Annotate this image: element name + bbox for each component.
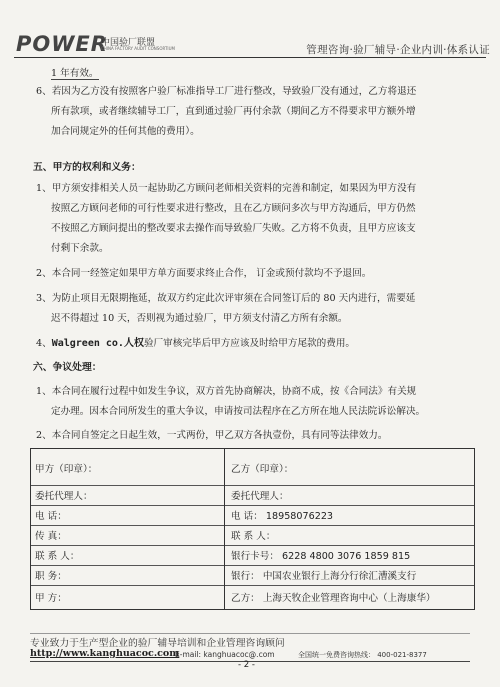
paragraph-line: 加合同规定外的任何其他的费用）。	[51, 126, 200, 137]
table-row	[31, 505, 474, 525]
table-row	[31, 449, 474, 484]
party-a-agent-label: 委托代理人：	[35, 491, 93, 502]
logo-chinese-name: 中国验厂联盟	[101, 38, 156, 48]
paragraph-line: 2、本合同一经签定如果甲方单方面要求终止合作， 订金或预付款均不予退回。	[36, 268, 372, 279]
footer-email: E-mail: kanghuacoc@.com	[175, 650, 275, 659]
header-tagline: 管理咨询·验厂辅导·企业内训·体系认证	[306, 44, 490, 56]
table-row	[31, 565, 474, 585]
footer-slogan: 专业致力于生产型企业的验厂辅导培训和企业管理咨询顾问	[30, 638, 285, 649]
table-row	[31, 525, 474, 545]
signature-table	[30, 448, 475, 610]
party-a-phone-label: 电 话：	[35, 511, 67, 522]
paragraph-line: 1 年有效。	[51, 68, 99, 79]
party-a-fax-label: 传 真：	[35, 531, 67, 542]
company-logo: POWER	[16, 32, 108, 56]
party-a-contact-label: 联 系 人：	[35, 551, 80, 562]
header-divider	[14, 57, 486, 58]
table-row	[31, 545, 474, 565]
paragraph-line: 6、若因为乙方没有按照客户验厂标准指导工厂进行整改，导致验厂没有通过，乙方将退还	[36, 86, 417, 97]
party-b-name: 乙方： 上海天牧企业管理咨询中心（上海康华）	[231, 593, 436, 604]
paragraph-line: 1、甲方须安排相关人员一起协助乙方顾问老师相关资料的完善和制定，如果因为甲方没有	[36, 183, 417, 194]
party-a-name-label: 甲 方：	[35, 593, 67, 604]
footer-top-rule	[30, 633, 470, 634]
paragraph-text: 验厂审核完毕后甲方应该及时给甲方尾款的费用。	[143, 338, 356, 349]
paragraph-line: 所有款项，或者继续辅导工厂，直到通过验厂再付余款（期间乙方不得要求甲方额外增	[51, 106, 416, 117]
party-b-bank-card: 银行卡号： 6228 4800 3076 1859 815	[231, 551, 411, 562]
paragraph-line: 按照乙方顾问老师的可行性要求进行整改，且在乙方顾问多次与甲方沟通后，甲方仍然	[51, 203, 416, 214]
paragraph-line: 3、为防止项目无限期拖延，故双方约定此次评审须在合同签订后的 80 天内进行，需要延	[36, 293, 416, 304]
paragraph-line: 1、本合同在履行过程中如发生争议，双方首先协商解决，协商不成，按《合同法》有关规	[36, 386, 417, 397]
list-number: 4、	[36, 338, 52, 349]
table-row	[31, 485, 474, 505]
paragraph-line: 定办理。因本合同所发生的重大争议，申请按司法程序在乙方所在地人民法院诉讼解决。	[51, 406, 426, 417]
paragraph-line: 2、本合同自签定之日起生效，一式两份，甲乙双方各执壹份，具有同等法律效力。	[36, 430, 388, 441]
table-column-divider	[224, 449, 225, 609]
paragraph-line: 迟不得超过 10 天，否则视为通过验厂，甲方须支付清乙方所有余额。	[51, 313, 348, 324]
party-b-contact-label: 联 系 人：	[231, 531, 276, 542]
party-b-bank: 银行： 中国农业银行上海分行徐汇漕溪支行	[231, 571, 417, 582]
party-b-agent-label: 委托代理人：	[231, 491, 289, 502]
party-b-phone: 电 话： 18958076223	[231, 511, 334, 522]
paragraph-line: 不按照乙方顾问提出的整改要求去操作而导致验厂失败。乙方将不负责，且甲方应该支	[51, 223, 416, 234]
section-heading-5: 五、甲方的权利和义务：	[33, 162, 141, 173]
party-a-seal-label: 甲方（印章）：	[35, 464, 98, 475]
table-row	[31, 585, 474, 609]
footer-website-link[interactable]: http://www.kanghuacoc.com	[30, 648, 180, 659]
page-number: - 2 -	[238, 660, 255, 670]
brand-name: Walgreen co.人权	[51, 338, 144, 349]
party-b-seal-label: 乙方（印章）：	[231, 464, 294, 475]
paragraph-line: 付剩下余款。	[51, 243, 109, 254]
footer-hotline: 全国统一免费咨询热线： 400-021-8377	[298, 651, 427, 659]
logo-subtitle: CHINA FACTORY AUDIT CONSORTIUM	[101, 46, 175, 51]
section-heading-6: 六、争议处理：	[33, 362, 102, 373]
paragraph-line	[36, 334, 355, 354]
party-a-title-label: 职 务：	[35, 571, 67, 582]
page-header	[16, 32, 490, 56]
